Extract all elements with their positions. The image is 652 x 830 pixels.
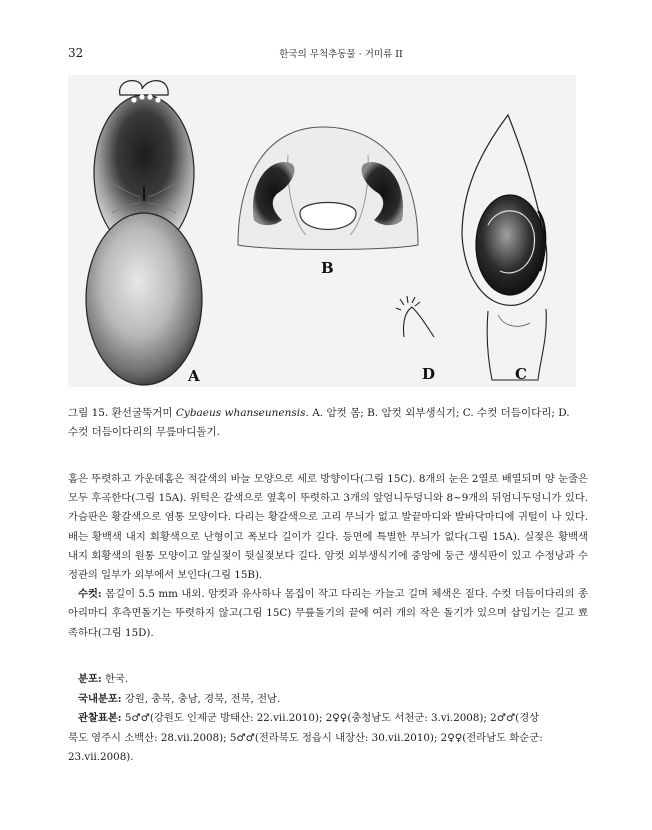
domestic-text: 강원, 충북, 충남, 경북, 전북, 전남. [121,692,281,705]
caption-line1-rest: . A. 암컷 몸; B. 암컷 외부생식기; C. 수컷 더듬이다리; D. [305,407,570,419]
species-description [68,470,588,643]
page-number: 32 [68,46,84,60]
caption-species-name: Cybaeus whanseunensis [175,407,306,419]
figure-label-d: D [422,365,436,383]
specimens-line-3: 23.vii.2008). [68,751,134,763]
figure-b-epigynum [238,127,418,250]
description-paragraph: 홈은 뚜렷하고 가운데홈은 적갈색의 바늘 모양으로 세로 방향이다(그림 15C). 8개의 눈은 2열로 배열되며 양 눈줄은 모두 후곡한다(그림 15A). 위턱은 갈색으로 옆혹이 뚜렷하고 3개의 앞엄니두덩니와 8~9개의 뒤엄니두덩니가 있다. 가슴판은 황갈색으로 염통 모양이다. 다리는 황갈색으로 고리 무늬가 없고 발끝마디와 발바닥마디에 귀털이 나 있다. 배는 황백색 내지 회황색으로 난형이고 폭보다 길이가 길다. 등면에 특별한 무늬가 없다(그림 15A). 실젖은 황백색 내지 회황색의 원통 모양이고 앞실젖이 뒷실젖보다 길다. 암컷 외부생식기에 중앙에 둥근 생식판이 있고 수정낭과 수정관의 일부가 외부에서 보인다(그림 15B). [68,473,588,582]
figure-c-male-palp [462,115,547,380]
caption-line2: 수컷 더듬이다리의 무릎마디돌기. [68,426,221,438]
figure-plate [68,75,576,387]
range-line [68,670,588,690]
figure-label-b: B [321,259,334,277]
running-title: 한국의 무척추동물 · 거미류 II [279,49,403,60]
range-label: 분포: [78,673,102,685]
male-label: 수컷: [78,588,102,601]
figure-label-c: C [515,365,527,383]
figure-a-female-body [86,81,202,385]
male-text: 몸길이 5.5 mm 내외. 암컷과 유사하나 몸집이 작고 다리는 가늘고 길며 체색은 짙다. 수컷 더듬이다리의 종아리마디 후측면돌기는 뚜렷하지 않고(그림 15C) 무릎돌기의 끝에 여러 개의 작은 돌기가 있으며 삽입기는 길고 뾰족하다(그림 15D). [68,588,588,639]
specimens-line [68,709,588,729]
domestic-label: 국내분포: [78,692,122,705]
figure-caption [68,404,588,442]
range-text: 한국. [101,673,129,685]
male-description [68,585,588,643]
specimens-text: 5♂♂(강원도 인제군 방태산: 22.vii.2010); 2♀♀(충청남도 서천군: 3.vi.2008); 2♂♂(경상 [121,712,540,724]
specimens-line-2: 북도 영주시 소백산: 28.vii.2008); 5♂♂(전라북도 정읍시 내장산: 30.vii.2010); 2♀♀(전라남도 화순군: [68,731,543,744]
distribution-section [68,670,588,768]
specimens-label: 관찰표본: [78,712,122,724]
domestic-range-line [68,690,588,710]
figure-d-patellar-apophysis [396,296,434,337]
figure-label-a: A [188,367,200,385]
caption-prefix: 그림 15. 환선굴뚝거미 [68,407,176,419]
figure-illustration [68,75,576,387]
